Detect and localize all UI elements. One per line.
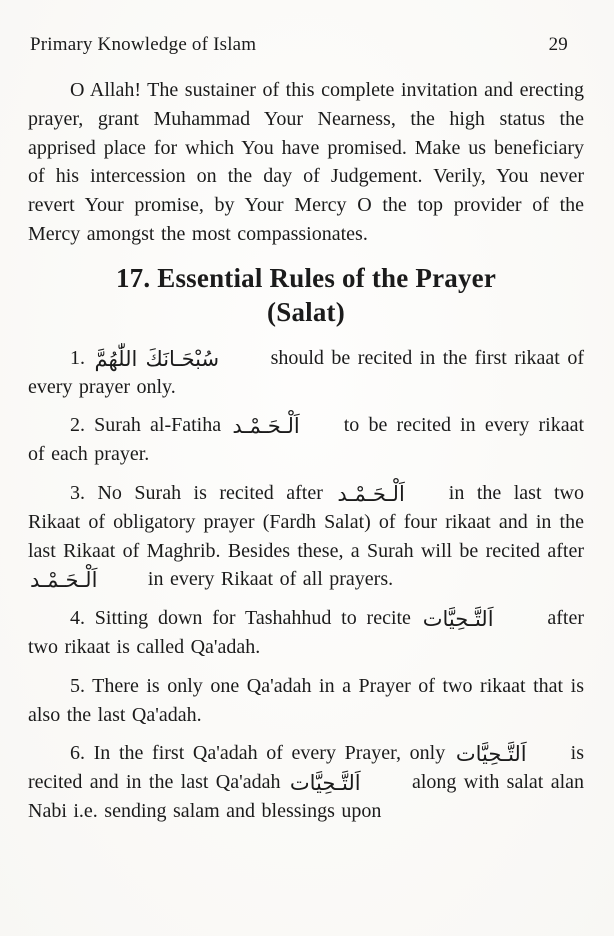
rule-item-5 [28, 672, 584, 730]
page-number: 29 [548, 34, 568, 55]
rule-item-6 [28, 739, 584, 825]
arabic-phrase-attahiyyat: اَلتَّـحِيَّات [289, 771, 361, 796]
section-heading-line2: (Salat) [267, 297, 345, 328]
rule-text: along with salat alan Nabi i.e. sending salam and blessings upon [28, 771, 584, 823]
rule-text: should be recited in the first rikaat of every prayer only. [28, 346, 585, 398]
rule-item-2 [28, 411, 584, 469]
arabic-phrase-alhamd: اَلْـحَـمْـد [337, 482, 405, 507]
page-header [28, 34, 584, 56]
rule-text: after two rikaat is called Qa'adah. [28, 607, 584, 659]
rule-text: to be recited in every rikaat of each prayer. [28, 414, 584, 466]
rule-text: 3. No Surah is recited after [70, 482, 336, 505]
rule-text: 2. Surah al-Fatiha [70, 414, 231, 437]
rule-text: 5. There is only one Qa'adah in a Prayer of two rikaat that is also the last Qa'adah. [28, 674, 584, 726]
rule-item-1 [28, 344, 584, 402]
intro-paragraph: O Allah! The sustainer of this complete invitation and erecting prayer, grant Muhammad Your Nearness, the high status the apprised place for which You have promised. Make us beneficiary of his intercession on the day of Judgement. Verily, You never revert Your promise, by Your Mercy O the top provider of the Mercy amongst the most compassionates. [28, 79, 584, 245]
arabic-phrase-subhanaka: سُبْحَـانَكَ اللّٰهُمَّ [94, 346, 220, 371]
rule-item-4 [28, 604, 584, 662]
rule-text: is recited and in the last Qa'adah [28, 742, 584, 794]
rule-text: 1. [70, 346, 93, 369]
running-title: Primary Knowledge of Islam [30, 34, 257, 55]
arabic-phrase-attahiyyat: اَلتَّـحِيَّات [455, 742, 527, 767]
rule-text: in every Rikaat of all prayers. [141, 568, 394, 591]
arabic-phrase-alhamd: اَلْـحَـمْـد [30, 568, 98, 593]
rule-text: in the last two Rikaat of obligatory prayer (Fardh Salat) of four rikaat and in the last Rikaat of Maghrib. Besides these, a Surah will be recited after [28, 482, 585, 562]
rule-text: 6. In the first Qa'adah of every Prayer, only [70, 742, 454, 765]
section-heading-line1: 17. Essential Rules of the Prayer [115, 262, 497, 293]
arabic-phrase-alhamd: اَلْـحَـمْـد [232, 414, 300, 439]
arabic-phrase-attahiyyat: اَلتَّـحِيَّات [422, 607, 494, 632]
rule-text: 4. Sitting down for Tashahhud to recite [70, 607, 421, 630]
section-heading [28, 261, 584, 330]
rule-item-3 [28, 479, 584, 594]
